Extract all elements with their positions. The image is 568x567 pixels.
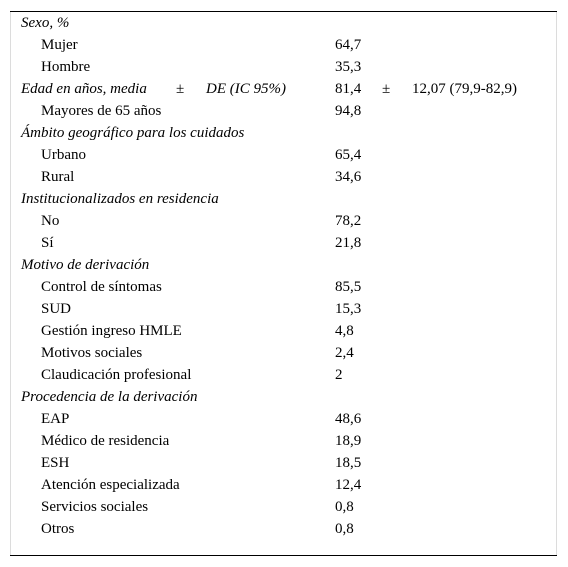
table-bottom-rule <box>10 555 557 556</box>
row-value: 18,5 <box>335 455 362 471</box>
section-header-row <box>10 386 557 408</box>
table-row <box>10 210 557 232</box>
row-label: SUD <box>41 301 72 317</box>
section-label-motivo: Motivo de derivación <box>21 257 150 273</box>
plus-minus-symbol: ± <box>176 81 185 97</box>
section-header-row <box>10 122 557 144</box>
section-label-edad: Edad en años, media <box>21 81 147 97</box>
section-label-procedencia: Procedencia de la derivación <box>21 389 198 405</box>
row-label: Hombre <box>41 59 91 75</box>
row-value: 0,8 <box>335 521 354 537</box>
table-row <box>10 34 557 56</box>
row-label: Servicios sociales <box>41 499 149 515</box>
age-sd-ci-value: 12,07 (79,9-82,9) <box>412 81 517 97</box>
table-row <box>10 276 557 298</box>
row-value: 78,2 <box>335 213 362 229</box>
age-mean-value: 81,4 <box>335 81 362 97</box>
row-label: Mayores de 65 años <box>41 103 162 119</box>
row-value: 94,8 <box>335 103 362 119</box>
row-label: Otros <box>41 521 75 537</box>
table-row <box>10 518 557 540</box>
section-header-row <box>10 12 557 34</box>
row-value: 65,4 <box>335 147 362 163</box>
row-value: 2,4 <box>335 345 354 361</box>
section-label-institucionalizados: Institucionalizados en residencia <box>21 191 219 207</box>
row-value: 0,8 <box>335 499 354 515</box>
row-value: 12,4 <box>335 477 362 493</box>
table-row <box>10 452 557 474</box>
section-label-sexo: Sexo, % <box>21 15 70 31</box>
section-header-row <box>10 78 557 100</box>
row-value: 15,3 <box>335 301 362 317</box>
table-row <box>10 56 557 78</box>
row-value: 2 <box>335 367 343 383</box>
row-value: 85,5 <box>335 279 362 295</box>
section-label-de: DE (IC 95%) <box>206 81 286 97</box>
table-row <box>10 144 557 166</box>
row-value: 21,8 <box>335 235 362 251</box>
section-header-row <box>10 188 557 210</box>
row-label: Control de síntomas <box>41 279 162 295</box>
row-label: Motivos sociales <box>41 345 143 361</box>
row-label: ESH <box>41 455 70 471</box>
row-label: Urbano <box>41 147 86 163</box>
row-value: 64,7 <box>335 37 362 53</box>
table-row <box>10 364 557 386</box>
table-row <box>10 342 557 364</box>
row-value: 34,6 <box>335 169 362 185</box>
row-label: Rural <box>41 169 75 185</box>
table-row <box>10 474 557 496</box>
row-label: No <box>41 213 60 229</box>
section-label-ambito: Ámbito geográfico para los cuidados <box>21 125 245 141</box>
table-row <box>10 232 557 254</box>
plus-minus-symbol: ± <box>382 81 391 97</box>
table-row <box>10 100 557 122</box>
row-label: Mujer <box>41 37 78 53</box>
table-row <box>10 496 557 518</box>
table-row <box>10 408 557 430</box>
table-row <box>10 166 557 188</box>
row-label: Claudicación profesional <box>41 367 192 383</box>
section-header-row <box>10 254 557 276</box>
row-value: 18,9 <box>335 433 362 449</box>
table-row <box>10 298 557 320</box>
row-label: Atención especializada <box>41 477 180 493</box>
row-value: 4,8 <box>335 323 354 339</box>
row-label: Médico de residencia <box>41 433 170 449</box>
row-value: 48,6 <box>335 411 362 427</box>
row-value: 35,3 <box>335 59 362 75</box>
row-label: Gestión ingreso HMLE <box>41 323 182 339</box>
table-row <box>10 430 557 452</box>
row-label: EAP <box>41 411 70 427</box>
row-label: Sí <box>41 235 54 251</box>
table-row <box>10 320 557 342</box>
table-body <box>10 12 557 540</box>
